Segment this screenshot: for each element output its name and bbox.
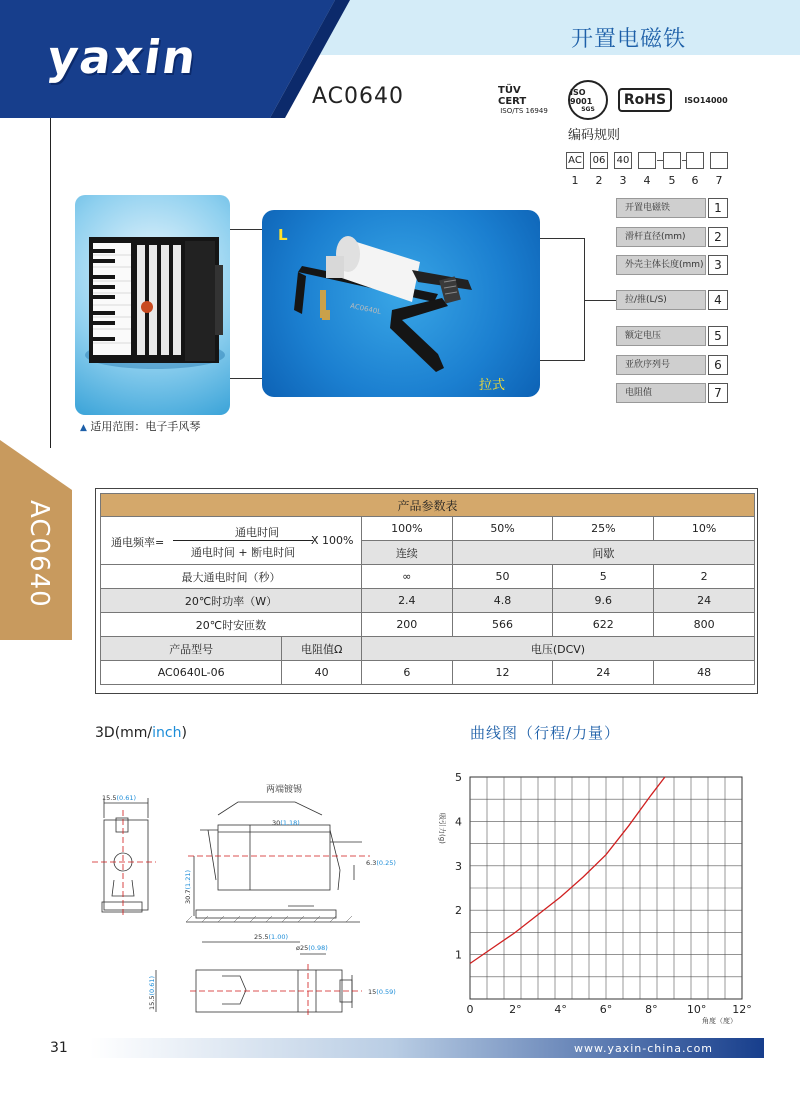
code-box (710, 152, 728, 169)
connector-line (540, 360, 584, 361)
svg-text:25.5(1.00): 25.5(1.00) (254, 933, 289, 941)
rohs-logo: RoHS (620, 80, 670, 120)
duty-value: 10% (654, 517, 755, 541)
code-box (663, 152, 681, 169)
table-title: 产品参数表 (101, 494, 755, 517)
code-position: 6 (691, 174, 699, 187)
x-tick-label: 10° (686, 1003, 707, 1016)
solenoid-icon (262, 210, 540, 397)
product-label: AC0640L (349, 301, 382, 317)
code-position: 2 (595, 174, 603, 187)
code-position: 4 (643, 174, 651, 187)
code-box (686, 152, 704, 169)
chart-ticks (455, 771, 752, 1016)
x-tick-label: 0 (466, 1003, 474, 1016)
website-link[interactable]: www.yaxin-china.com (574, 1042, 714, 1055)
code-position: 1 (571, 174, 579, 187)
svg-text:ø25(0.98): ø25(0.98) (296, 944, 328, 952)
triangle-icon: ▲ (80, 423, 87, 433)
code-box: 06 (590, 152, 608, 169)
model-title: AC0640 (312, 84, 405, 109)
certification-logos (498, 80, 728, 120)
duty-formula: 通电频率= 通电时间 通电时间 + 断电时间 X 100% (101, 517, 362, 565)
x-tick-label: 6° (599, 1003, 613, 1016)
code-item: 额定电压 5 (616, 326, 728, 346)
table-row: 20℃时安匝数 200 566 622 800 (101, 613, 755, 637)
code-item: 电阻值 7 (616, 383, 728, 403)
y-axis-label: 吸引力(g) (438, 813, 446, 844)
code-item: 外壳主体长度(mm) 3 (616, 255, 728, 275)
svg-text:6.3(0.25): 6.3(0.25) (366, 859, 396, 867)
svg-text:30.7(1.21): 30.7(1.21) (184, 869, 192, 904)
mode-continuous: 连续 (361, 541, 452, 565)
divider-line (50, 118, 51, 448)
application-photo (75, 195, 230, 415)
x-tick-label: 12° (732, 1003, 752, 1016)
code-position: 5 (668, 174, 676, 187)
chart-grid (470, 777, 742, 999)
iso14000-logo: ISO14000 (684, 95, 728, 105)
code-item: 拉/推(L/S) 4 (616, 290, 728, 310)
table-row: 最大通电时间（秒） ∞ 50 5 2 (101, 565, 755, 589)
y-tick-label: 2 (455, 904, 462, 918)
code-position: 3 (619, 174, 627, 187)
connector-line (230, 229, 262, 230)
force-curve-chart (430, 765, 760, 1030)
code-box: 40 (614, 152, 632, 169)
duty-value: 100% (361, 517, 452, 541)
chart-title: 曲线图（行程/力量） (470, 724, 621, 742)
drawing-title: 3D(mm/inch) (95, 725, 187, 741)
svg-text:15.5(0.61): 15.5(0.61) (102, 794, 137, 802)
iso9001-logo: ISO 9001 SGS (568, 80, 608, 120)
table-row: 产品型号 电阻值Ω 电压(DCV) (101, 637, 755, 661)
svg-text:15(0.59): 15(0.59) (368, 988, 396, 996)
connector-line (540, 238, 584, 239)
code-box (638, 152, 656, 169)
connector-line (230, 378, 262, 379)
code-rule-title: 编码规则 (568, 128, 621, 143)
side-tab-label: AC0640 (24, 500, 54, 608)
application-caption: ▲ 适用范围：电子手风琴 (80, 420, 201, 433)
table-row: 20℃时功率（W） 2.4 4.8 9.6 24 (101, 589, 755, 613)
page-number: 31 (50, 1040, 68, 1056)
yaxin-logo: yaxin (44, 30, 202, 84)
y-tick-label: 3 (455, 859, 462, 873)
mode-intermittent: 间歇 (452, 541, 754, 565)
y-tick-label: 5 (455, 771, 462, 784)
series-line (470, 777, 665, 964)
svg-text:15.5(0.61): 15.5(0.61) (148, 975, 156, 1010)
code-position: 7 (715, 174, 723, 187)
svg-text:30(1.18): 30(1.18) (272, 819, 300, 827)
table-row: AC0640L-06 40 6 12 24 48 (101, 661, 755, 685)
tuv-cert-logo: TÜV CERT ISO/TS 16949 (498, 85, 548, 115)
pull-type-caption: 拉式 (479, 378, 506, 393)
accordion-icon (75, 195, 230, 415)
x-tick-label: 8° (645, 1003, 658, 1016)
dimension-drawings (90, 770, 460, 1030)
connector-line (584, 300, 616, 301)
x-axis-label: 角度（度） (702, 1017, 737, 1025)
x-tick-label: 2° (509, 1003, 522, 1016)
pull-type-mark: L (278, 226, 288, 244)
svg-text:两端镀锡: 两端镀锡 (266, 785, 303, 795)
code-item: 亚欣序列号 6 (616, 355, 728, 375)
product-photo (262, 210, 540, 397)
y-tick-label: 4 (455, 815, 462, 829)
category-title: 开置电磁铁 (570, 27, 686, 52)
y-tick-label: 1 (455, 948, 462, 962)
duty-value: 25% (553, 517, 654, 541)
code-item: 开置电磁铁 1 (616, 198, 728, 218)
x-tick-label: 4° (554, 1003, 567, 1016)
duty-value: 50% (452, 517, 553, 541)
code-box: AC (566, 152, 584, 169)
code-item: 滑杆直径(mm) 2 (616, 227, 728, 247)
parameter-table (95, 488, 758, 694)
